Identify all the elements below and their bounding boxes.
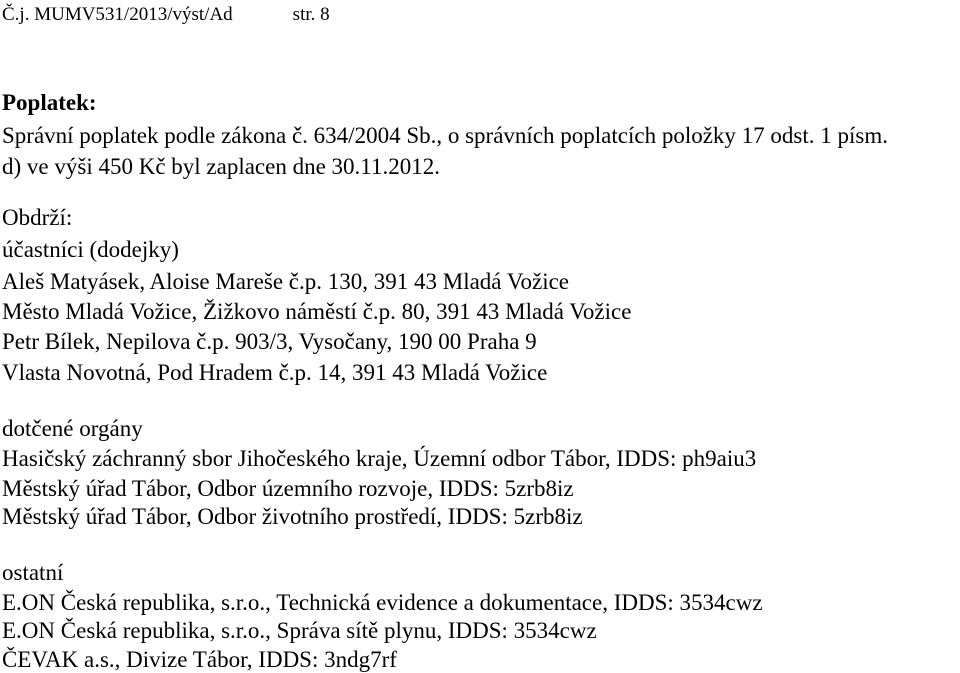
- authority-item: Městský úřad Tábor, Odbor územního rozvoje, IDDS: 5zrb8iz: [2, 476, 574, 501]
- party-item: Vlasta Novotná, Pod Hradem č.p. 14, 391 43 Mladá Vožice: [2, 360, 548, 385]
- fee-heading: Poplatek:: [2, 90, 97, 115]
- page-number: str. 8: [292, 4, 330, 25]
- party-item: Petr Bílek, Nepilova č.p. 903/3, Vysočany, 190 00 Praha 9: [2, 329, 537, 354]
- fee-text-line-1: Správní poplatek podle zákona č. 634/2004 Sb., o správních poplatcích položky 17 odst. 1 písm.: [2, 123, 888, 148]
- authority-item: Hasičský záchranný sbor Jihočeského kraje, Územní odbor Tábor, IDDS: ph9aiu3: [2, 446, 757, 471]
- others-heading: ostatní: [2, 560, 64, 585]
- parties-heading: účastníci (dodejky): [2, 237, 179, 262]
- authorities-heading: dotčené orgány: [2, 416, 143, 441]
- party-item: Město Mladá Vožice, Žižkovo náměstí č.p. 80, 391 43 Mladá Vožice: [2, 299, 632, 324]
- party-item: Aleš Matyásek, Aloise Mareše č.p. 130, 391 43 Mladá Vožice: [2, 269, 570, 294]
- fee-text-line-2: d) ve výši 450 Kč byl zaplacen dne 30.11.2012.: [2, 154, 440, 179]
- authority-item: Městský úřad Tábor, Odbor životního prostředí, IDDS: 5zrb8iz: [2, 504, 583, 529]
- recipients-heading: Obdrží:: [2, 205, 73, 230]
- reference-number: Č.j. MUMV531/2013/výst/Ad: [2, 4, 233, 25]
- page-header: [2, 5, 330, 24]
- other-item: ČEVAK a.s., Divize Tábor, IDDS: 3ndg7rf: [2, 647, 397, 672]
- other-item: E.ON Česká republika, s.r.o., Správa sítě plynu, IDDS: 3534cwz: [2, 618, 597, 643]
- other-item: E.ON Česká republika, s.r.o., Technická evidence a dokumentace, IDDS: 3534cwz: [2, 590, 763, 615]
